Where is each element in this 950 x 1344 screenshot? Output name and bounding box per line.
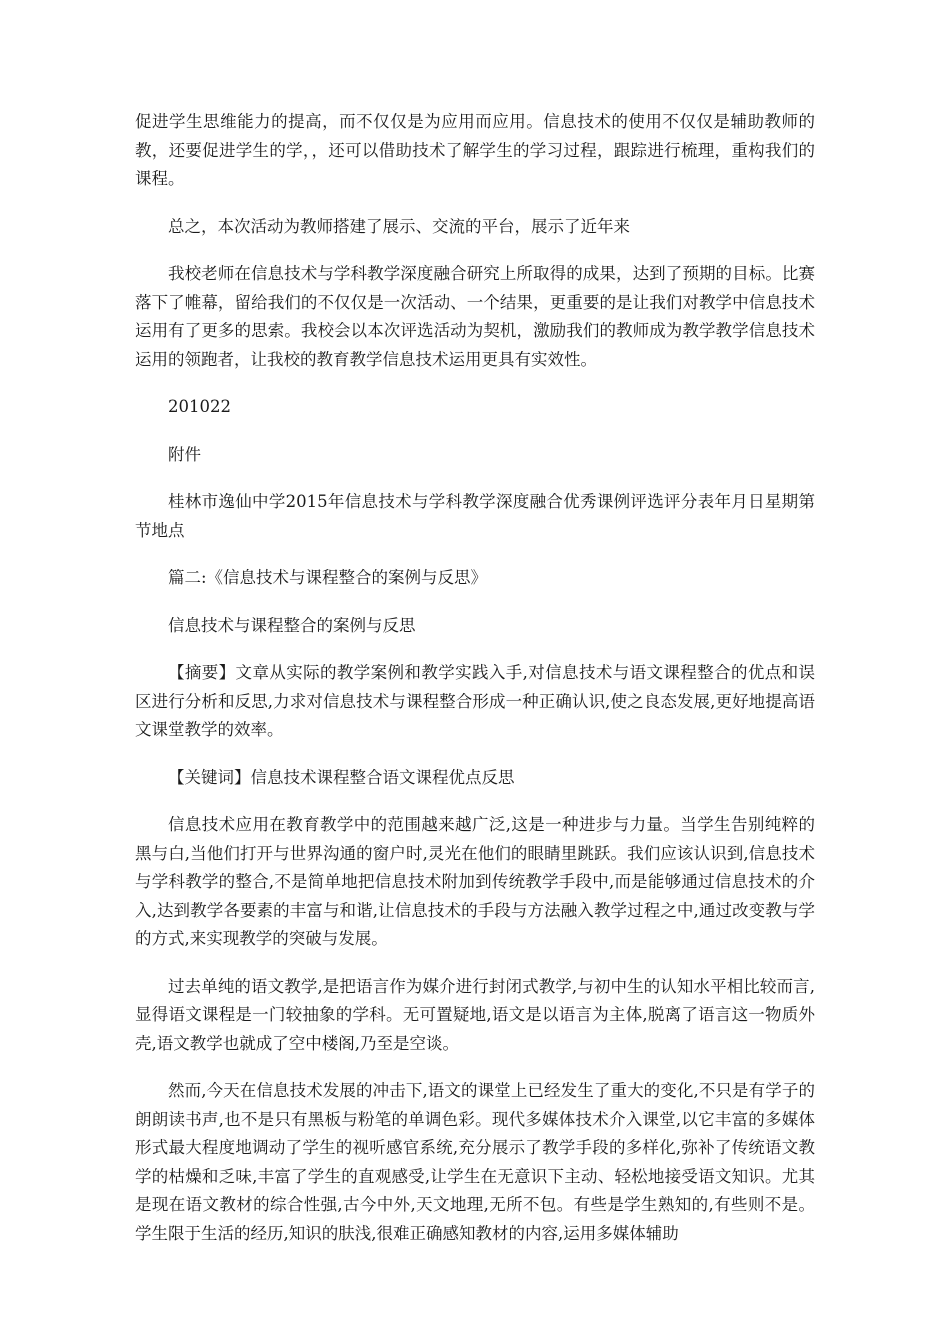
paragraph-summary: 总之，本次活动为教师搭建了展示、交流的平台，展示了近年来	[168, 216, 630, 236]
paragraph-intro-continuation: 促进学生思维能力的提高，而不仅仅是为应用而应用。信息技术的使用不仅仅是辅助教师的教，还要促进学生的学，，还可以借助技术了解学生的学习过程，跟踪进行梳理，重构我们的课程。	[135, 112, 815, 188]
document-page	[135, 108, 815, 1248]
attachment-title: 桂林市逸仙中学2015年信息技术与学科教学深度融合优秀课例评选评分表年月日星期第节地点	[135, 492, 815, 540]
body-paragraph-2: 过去单纯的语文教学,是把语言作为媒介进行封闭式教学,与初中生的认知水平相比较而言,显得语文课程是一门较抽象的学科。无可置疑地,语文是以语言为主体,脱离了语言这一物质外壳,语文教学也就成了空中楼阁,乃至是空谈。	[135, 976, 815, 1053]
body-paragraph-1: 信息技术应用在教育教学中的范围越来越广泛,这是一种进步与力量。当学生告别纯粹的黑与白,当他们打开与世界沟通的窗户时,灵光在他们的眼睛里跳跃。我们应该认识到,信息技术与学科教学的整合,不是简单地把信息技术附加到传统教学手段中,而是能够通过信息技术的介入,达到教学各要素的丰富与和谐,让信息技术的手段与方法融入教学过程之中,通过改变教与学的方式,来实现教学的突破与发展。	[135, 815, 815, 948]
abstract-paragraph: 【摘要】文章从实际的教学案例和教学实践入手,对信息技术与语文课程整合的优点和误区进行分析和反思,力求对信息技术与课程整合形成一种正确认识,使之良态发展,更好地提高语文课堂教学的效率。	[135, 663, 815, 739]
article-title: 信息技术与课程整合的案例与反思	[168, 615, 416, 635]
date-line: 201022	[168, 397, 231, 416]
chapter-heading: 篇二:《信息技术与课程整合的案例与反思》	[168, 568, 488, 587]
body-paragraph-3: 然而,今天在信息技术发展的冲击下,语文的课堂上已经发生了重大的变化,不只是有学子的朗朗读书声,也不是只有黑板与粉笔的单调色彩。现代多媒体技术介入课堂,以它丰富的多媒体形式最大程度地调动了学生的视听感官系统,充分展示了教学手段的多样化,弥补了传统语文教学的枯燥和乏味,丰富了学生的直观感受,让学生在无意识下主动、轻松地接受语文知识。尤其是现在语文教材的综合性强,古今中外,天文地理,无所不包。有些是学生熟知的,有些则不是。学生限于生活的经历,知识的肤浅,很难正确感知教材的内容,运用多媒体辅助	[135, 1081, 815, 1243]
keywords-paragraph: 【关键词】信息技术课程整合语文课程优点反思	[168, 767, 515, 787]
paragraph-achievements: 我校老师在信息技术与学科教学深度融合研究上所取得的成果，达到了预期的目标。比赛落下了帷幕，留给我们的不仅仅是一次活动、一个结果，更重要的是让我们对教学中信息技术运用有了更多的思索。我校会以本次评选活动为契机，激励我们的教师成为教学教学信息技术运用的领跑者，让我校的教育教学信息技术运用更具有实效性。	[135, 264, 815, 369]
attachment-label: 附件	[168, 444, 201, 464]
